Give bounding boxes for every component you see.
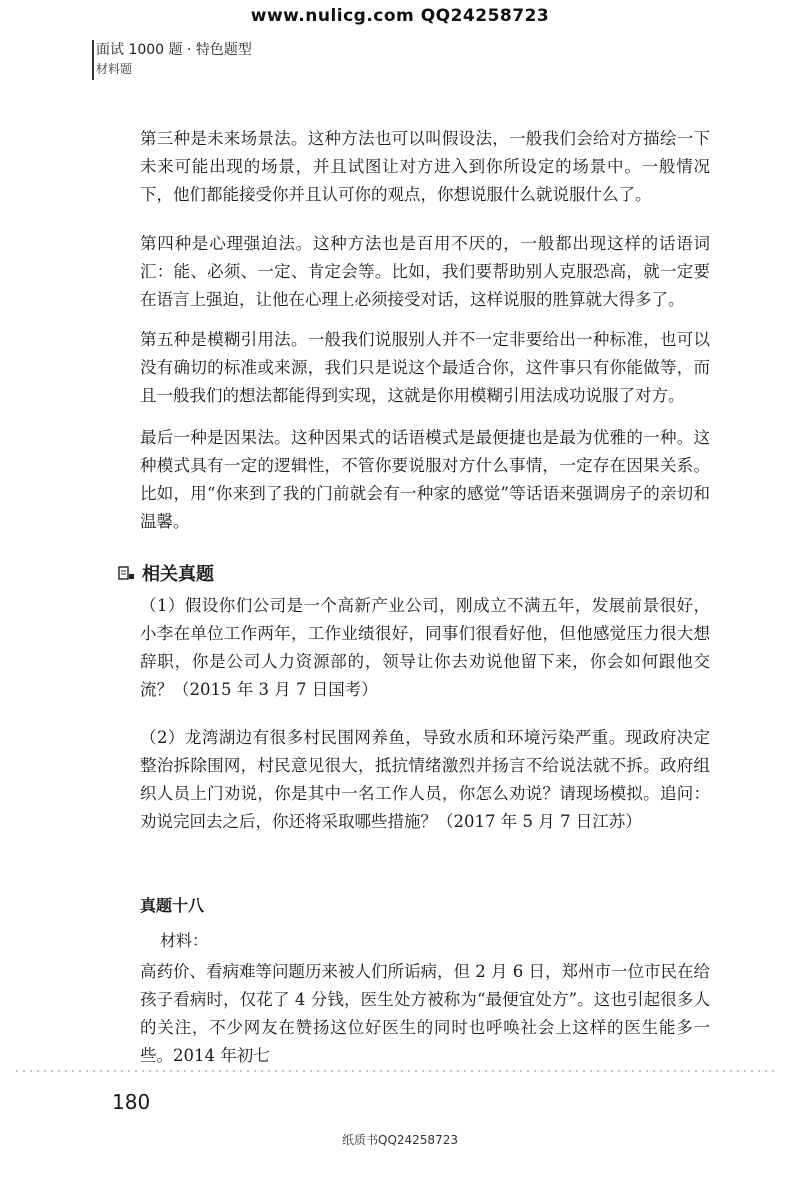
- question-text: （2）龙湾湖边有很多村民围网养鱼，导致水质和环境污染严重。现政府决定整治拆除围网，村民意见很大，抵抗情绪激烈并扬言不给说法就不拆。政府组织人员上门劝说，你是其中一名工作人员，你怎么劝说？请现场模拟。追问：劝说完回去之后，你还将采取哪些措施？（2017 年 5 月 7 日江苏）: [140, 728, 710, 831]
- question-text: （1）假设你们公司是一个高新产业公司，刚成立不满五年，发展前景很好，小李在单位工作两年，工作业绩很好，同事们很看好他，但他感觉压力很大想辞职，你是公司人力资源部的，领导让你去劝说他留下来，你会如何跟他交流？（2015 年 3 月 7 日国考）: [140, 596, 710, 699]
- paragraph-text: 第四种是心理强迫法。这种方法也是百用不厌的，一般都出现这样的话语词汇：能、必须、一定、肯定会等。比如，我们要帮助别人克服恐高，就一定要在语言上强迫，让他在心理上必须接受对话，这样说服的胜算就大得多了。: [140, 234, 710, 309]
- document-icon: [118, 565, 136, 581]
- chapter-subtitle: 材料题: [96, 62, 133, 76]
- top-watermark: www.nulicg.com QQ24258723: [250, 6, 550, 26]
- bottom-watermark: 纸质书QQ24258723: [342, 1133, 458, 1147]
- section-title: 相关真题: [142, 564, 214, 585]
- scan-artifact-line: [16, 1070, 776, 1072]
- material-paragraph: [140, 958, 710, 1070]
- material-label: 材料：: [160, 931, 209, 950]
- header-divider: [92, 40, 94, 80]
- question-item: [140, 592, 710, 704]
- page-number: 180: [112, 1090, 151, 1114]
- paragraph-vague-citation: [140, 326, 710, 410]
- book-title: 面试 1000 题 · 特色题型: [96, 42, 252, 58]
- material-text: 高药价、看病难等问题历来被人们所诟病，但 2 月 6 日，郑州市一位市民在给孩子看病时，仅花了 4 分钱，医生处方被称为“最便宜处方”。这也引起很多人的关注，不少网友在赞扬这位好医生的同时也呼唤社会上这样的医生能多一些。2014 年初七: [140, 962, 710, 1065]
- exam-title: 真题十八: [140, 896, 205, 915]
- paragraph-text: 最后一种是因果法。这种因果式的话语模式是最便捷也是最为优雅的一种。这种模式具有一定的逻辑性，不管你要说服对方什么事情，一定存在因果关系。比如，用“你来到了我的门前就会有一种家的感觉”等话语来强调房子的亲切和温馨。: [140, 428, 710, 531]
- running-header: [96, 40, 252, 78]
- section-header-related: [118, 560, 214, 586]
- paragraph-future-scene: [140, 125, 710, 209]
- paragraph-text: 第五种是模糊引用法。一般我们说服别人并不一定非要给出一种标准，也可以没有确切的标准或来源，我们只是说这个最适合你，这件事只有你能做等，而且一般我们的想法都能得到实现，这就是你用模糊引用法成功说服了对方。: [140, 330, 710, 405]
- paragraph-causal: [140, 424, 710, 536]
- question-item: [140, 724, 710, 836]
- paragraph-psych-pressure: [140, 230, 710, 314]
- paragraph-text: 第三种是未来场景法。这种方法也可以叫假设法，一般我们会给对方描绘一下未来可能出现的场景，并且试图让对方进入到你所设定的场景中。一般情况下，他们都能接受你并且认可你的观点，你想说服什么就说服什么了。: [140, 129, 710, 204]
